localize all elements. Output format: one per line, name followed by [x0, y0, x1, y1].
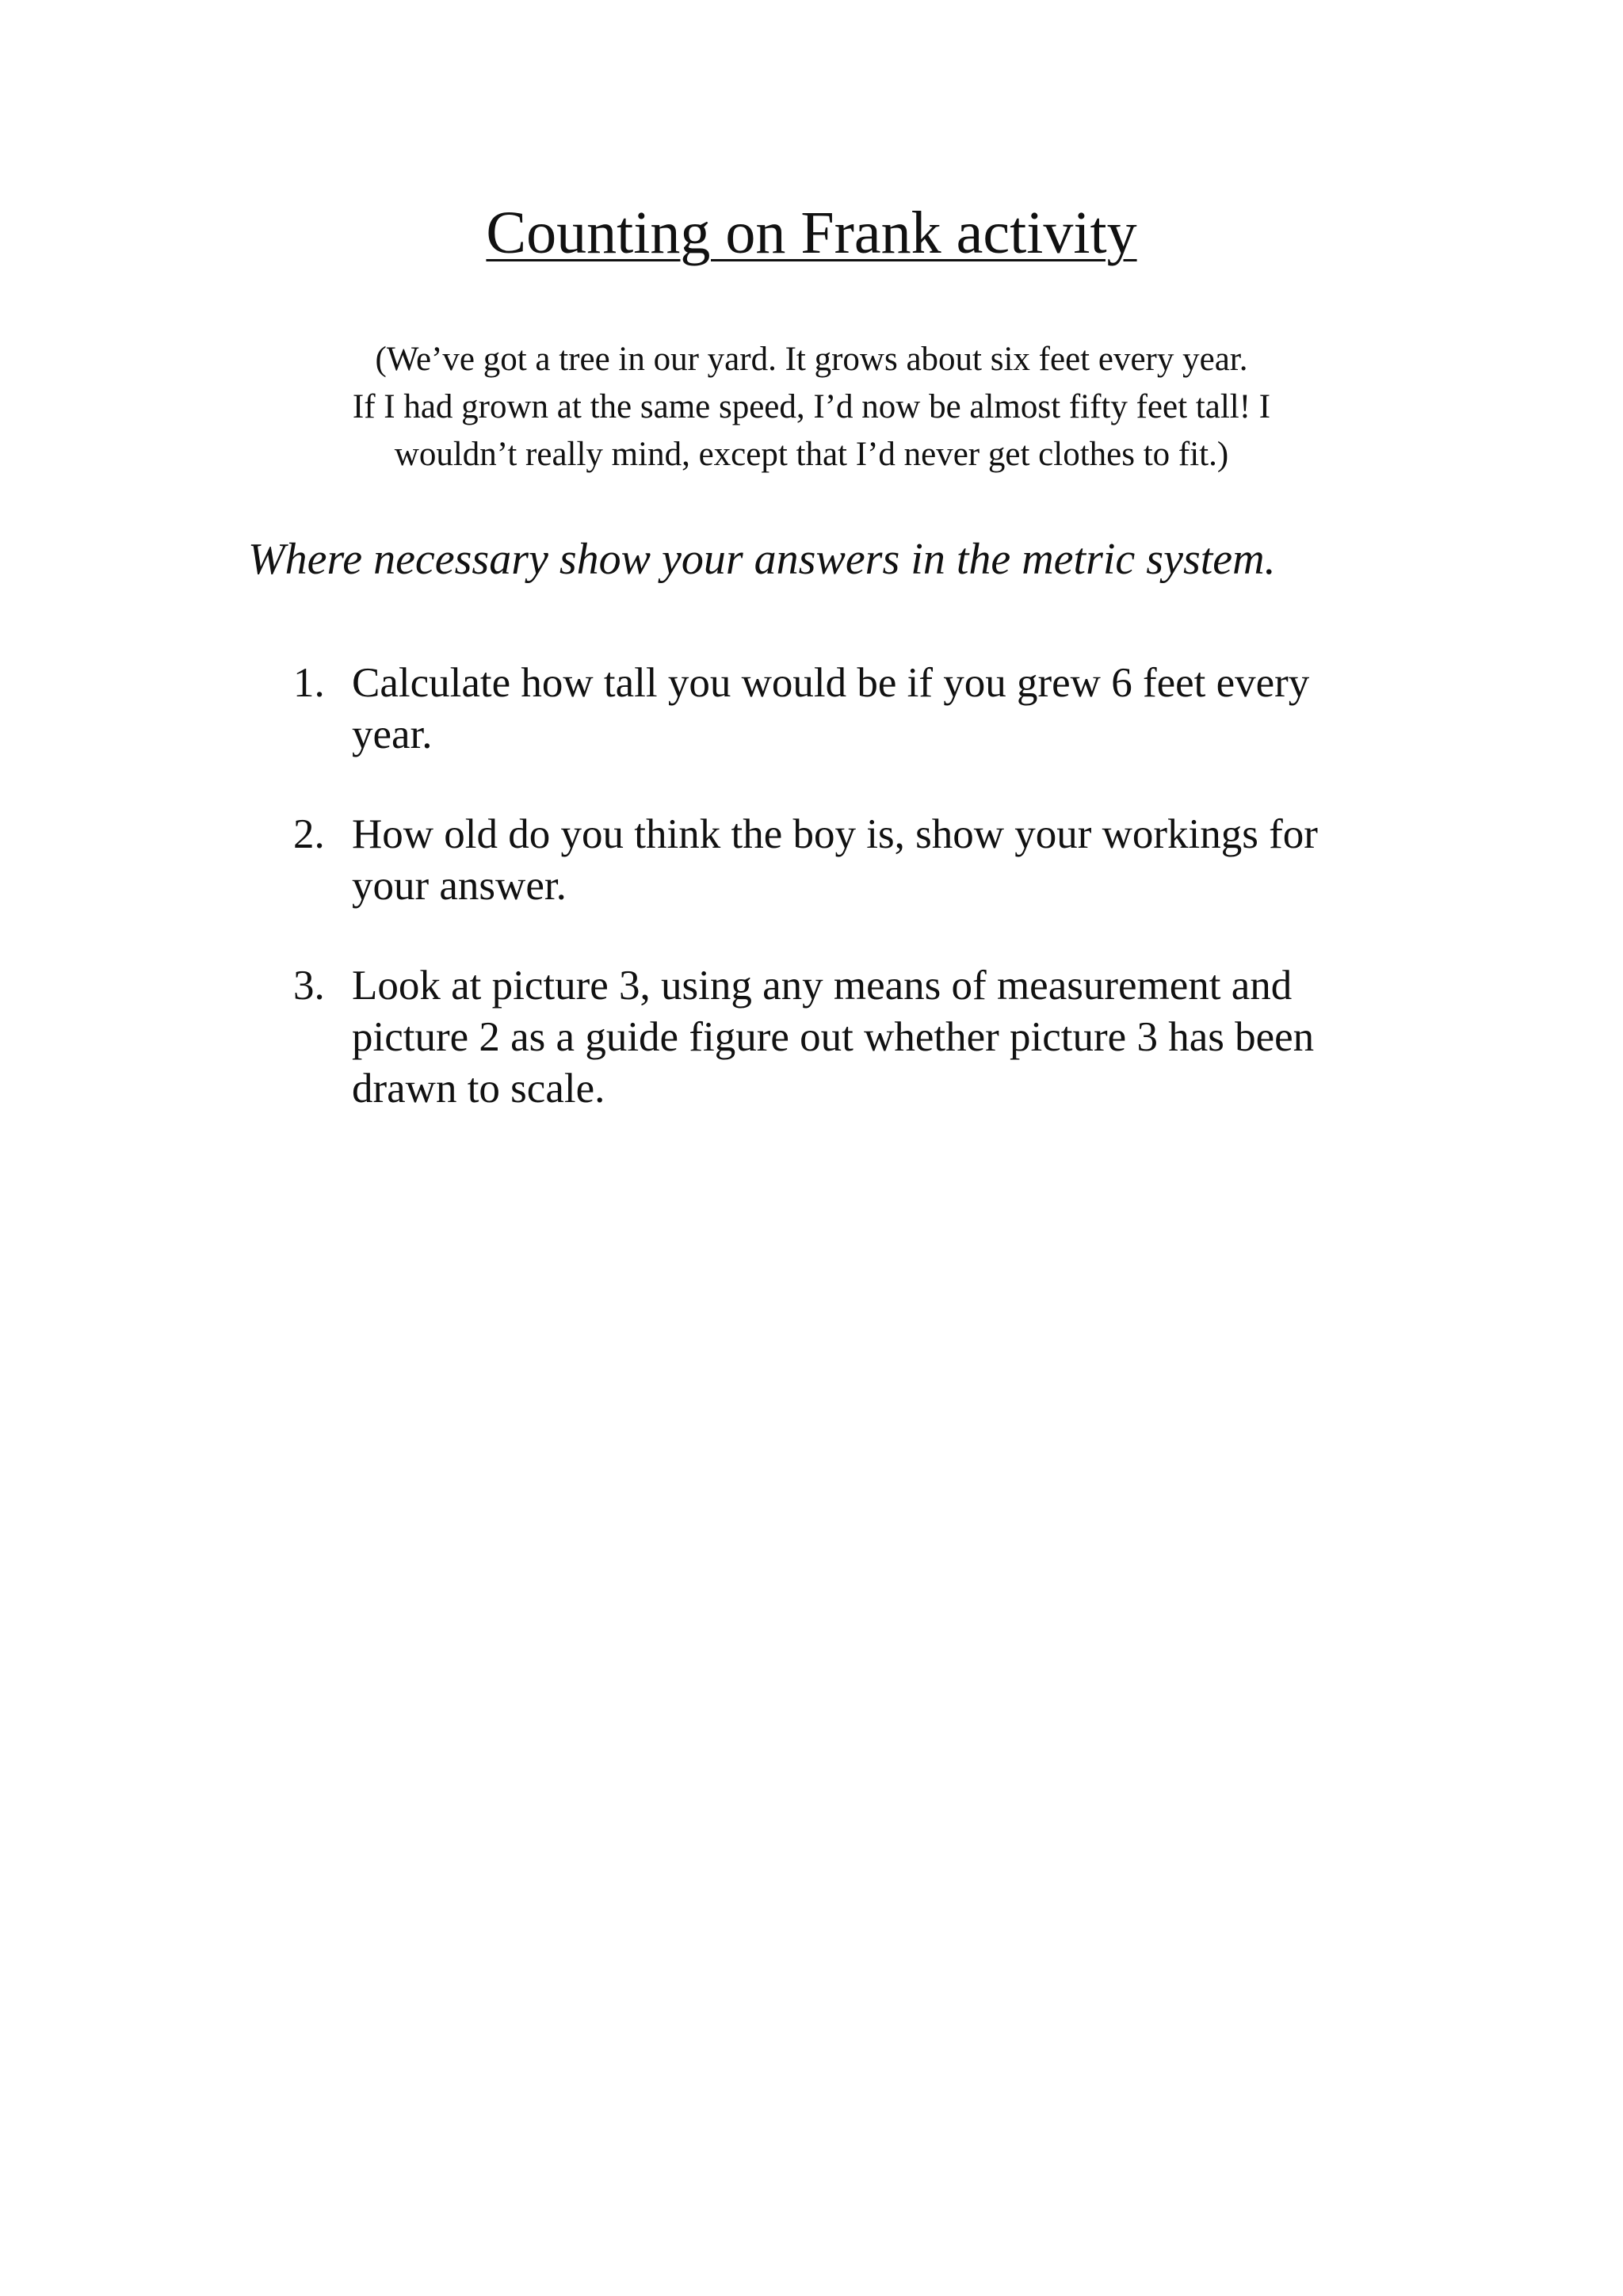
quote-block	[257, 336, 1366, 479]
document-title: Counting on Frank activity	[486, 200, 1137, 266]
question-text-line: Look at picture 3, using any means of measurement and	[352, 963, 1293, 1009]
question-number: 1.	[293, 660, 325, 706]
instruction-text: Where necessary show your answers in the metric system.	[248, 535, 1276, 584]
question-item	[293, 658, 1403, 761]
question-item	[293, 960, 1403, 1115]
quote-line: wouldn’t really mind, except that I’d never get clothes to fit.)	[394, 436, 1229, 473]
question-text-line: How old do you think the boy is, show your workings for	[352, 811, 1318, 857]
question-number: 2.	[293, 811, 325, 857]
question-text-line: drawn to scale.	[352, 1066, 605, 1112]
question-text-line: year.	[352, 711, 433, 757]
question-text-line: Calculate how tall you would be if you grew 6 feet every	[352, 660, 1310, 706]
quote-line: If I had grown at the same speed, I’d now be almost fifty feet tall! I	[352, 388, 1271, 425]
question-text-line: your answer.	[352, 863, 567, 909]
question-item	[293, 809, 1403, 912]
quote-line: (We’ve got a tree in our yard. It grows about six feet every year.	[375, 341, 1248, 378]
question-text-line: picture 2 as a guide figure out whether picture 3 has been	[352, 1014, 1315, 1060]
question-number: 3.	[293, 963, 325, 1009]
question-list	[293, 658, 1403, 1163]
